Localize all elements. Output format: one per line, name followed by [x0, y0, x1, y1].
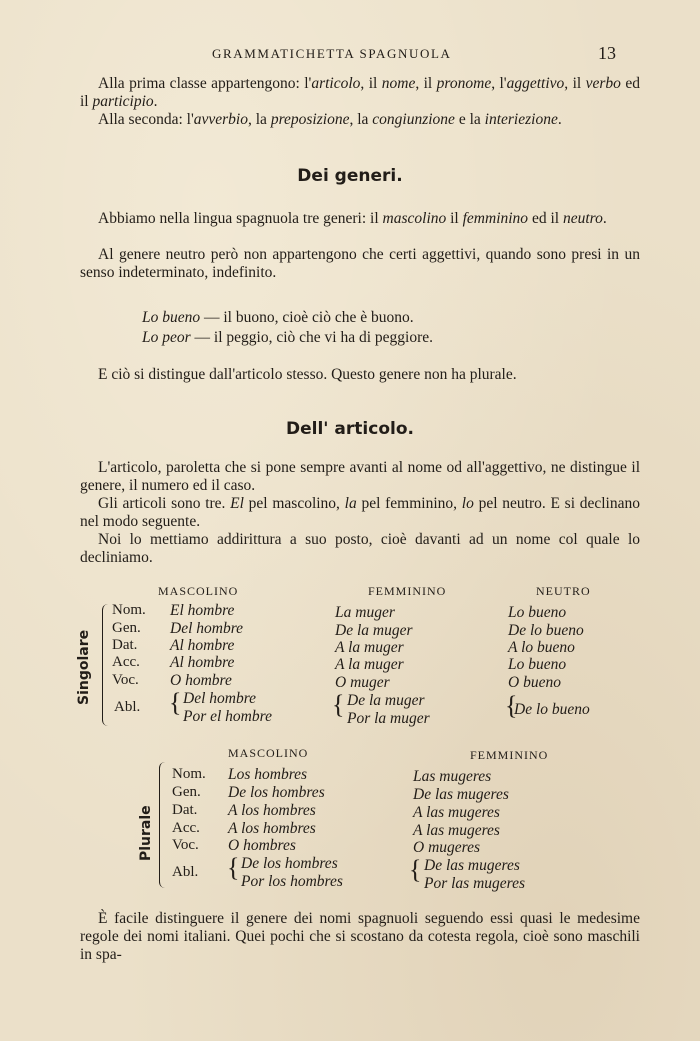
- running-title: GRAMMATICHETTA SPAGNUOLA: [212, 46, 452, 61]
- closing-paragraph: È facile distinguere il genere dei nomi spagnuoli seguendo essi quasi le medesime regole dei nomi italiani. Quei pochi che si scostano da cotesta regola, cioè sono maschili in spa-: [80, 910, 640, 963]
- heading-dell-articolo: Dell' articolo.: [286, 419, 414, 439]
- generi-paragraph-2: Al genere neutro però non appartengono che certi aggettivi, quando sono presi in un senso indeterminato, indefinito.: [80, 246, 640, 281]
- singular-brace: [102, 604, 109, 726]
- column-header-femminino: FEMMININO: [470, 748, 549, 762]
- plural-declension-table: MASCOLINO FEMMININO Plurale Nom. Los hombres Las mugeres Gen. De los hombres De las mugeres Dat. A los hombres A las mugeres Acc. A los hombres A las mugeres Voc. O hombres O mugeres Abl. { De los hombres Por los hombres { De las mugeres Por las mugeres: [138, 746, 549, 892]
- example-lo-peor: Lo peor — il peggio, ciò che vi ha di peggiore.: [142, 329, 434, 346]
- column-header-femminino: FEMMININO: [368, 584, 447, 598]
- singular-side-label: Singolare: [76, 629, 92, 705]
- heading-dei-generi: Dei generi.: [297, 166, 403, 186]
- page-header: [0, 43, 700, 70]
- plural-brace: [159, 762, 166, 888]
- example-lo-bueno: Lo bueno — il buono, cioè ciò che è buono.: [142, 309, 414, 326]
- generi-paragraph-1: Abbiamo nella lingua spagnuola tre generi: il mascolino il femminino ed il neutro.: [98, 210, 607, 227]
- column-header-neutro: NEUTRO: [536, 584, 591, 598]
- generi-paragraph-3: E ciò si distingue dall'articolo stesso. Questo genere non ha plurale.: [98, 366, 517, 383]
- articolo-paragraph-2: Gli articoli sono tre. El pel mascolino, la pel femminino, lo pel neutro. E si declinano nel modo seguente.: [80, 495, 640, 530]
- plural-side-label: Plurale: [138, 805, 154, 861]
- singular-declension-table: MASCOLINO FEMMININO NEUTRO Singolare Nom. El hombre La muger Lo bueno Gen. Del hombre De la muger De lo bueno Dat. Al hombre A la muger A lo bueno Acc. Al hombre A la muger Lo bueno Voc. O hombre O muger O bueno Abl. { Del hombre Por el hombre { De la muger Por la muger { De lo bueno: [76, 584, 591, 727]
- column-header-mascolino: MASCOLINO: [228, 746, 309, 760]
- articolo-paragraph-3: Noi lo mettiamo addirittura a suo posto, cioè davanti ad un nome col quale lo decliniamo.: [80, 531, 640, 566]
- intro-paragraph-1: Alla prima classe appartengono: l'articolo, il nome, il pronome, l'aggettivo, il verbo ed il participio.: [80, 75, 640, 110]
- column-header-mascolino: MASCOLINO: [158, 584, 239, 598]
- articolo-paragraph-1: L'articolo, paroletta che si pone sempre avanti al nome od all'aggettivo, ne distingue il genere, il numero ed il caso.: [80, 459, 640, 494]
- intro-paragraph-2: Alla seconda: l'avverbio, la preposizione, la congiunzione e la interiezione.: [98, 111, 562, 128]
- page-number: 13: [598, 43, 616, 63]
